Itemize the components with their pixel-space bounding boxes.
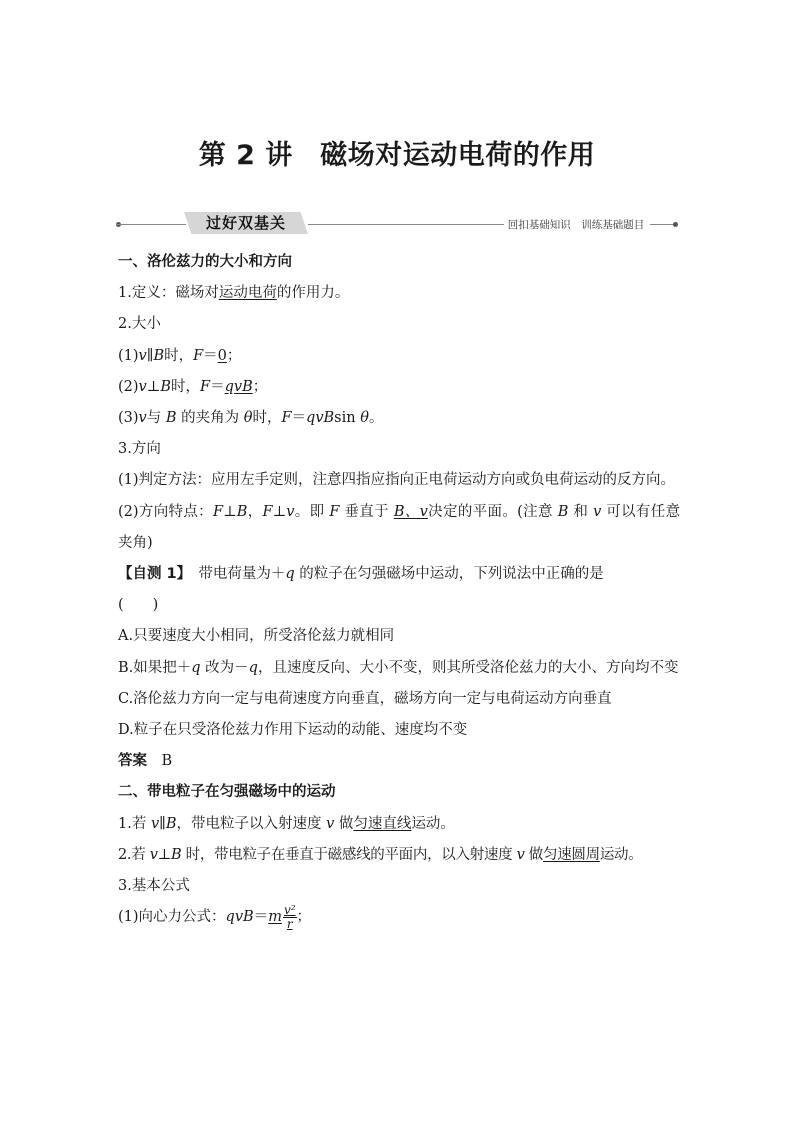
var: qvB	[225, 909, 254, 926]
var: B	[165, 410, 177, 427]
direction-item-2	[118, 497, 680, 559]
var: B	[160, 378, 172, 395]
blank-answer: 匀速直线	[353, 815, 412, 832]
text: (2)	[118, 378, 139, 395]
option-a: A.只要速度大小相同，所受洛伦兹力就相同	[118, 628, 395, 645]
blank-answer: 运动电荷	[218, 285, 277, 302]
text: 运动。	[411, 815, 455, 832]
text: 时，带电粒子在垂直于磁感线的平面内，以入射速度	[181, 846, 517, 863]
var: v	[149, 846, 158, 863]
formula-line	[118, 902, 680, 933]
option-b	[118, 653, 680, 684]
blank-answer: 0	[217, 347, 227, 364]
text: ∥	[146, 347, 154, 364]
text: 。	[368, 410, 384, 427]
var: F	[200, 378, 211, 395]
option-d: D.粒子在只受洛伦兹力作用下运动的动能、速度均不变	[118, 722, 468, 739]
text: ＝	[210, 378, 225, 395]
var: v	[286, 503, 295, 520]
text: sin	[334, 410, 361, 427]
size-label: 2.大小	[118, 316, 161, 333]
definition-line	[118, 278, 680, 309]
blank-answer: B、v	[393, 503, 428, 520]
text: ；	[296, 909, 312, 926]
text: ，且速度反向、大小不变，则其所受洛伦兹力的大小、方向均不变	[257, 659, 679, 676]
var: v	[150, 815, 160, 832]
var: B	[557, 503, 569, 520]
answer-line	[118, 746, 680, 777]
text: 改为－	[200, 659, 249, 676]
banner-tag-text: 过好双基关	[205, 214, 286, 232]
var: B	[236, 503, 248, 520]
answer-paren: ( )	[118, 597, 159, 614]
text: 。即	[294, 503, 330, 520]
var: θ	[243, 410, 253, 427]
var: B	[153, 347, 165, 364]
var: θ	[360, 410, 369, 427]
text: ＝	[253, 909, 269, 926]
size-item-2	[118, 372, 680, 403]
text: 时，	[164, 347, 194, 364]
document-body	[118, 247, 680, 933]
blank-answer: qvB	[224, 378, 253, 395]
fraction	[283, 904, 297, 931]
formula-label: 3.基本公式	[118, 878, 190, 895]
section1-heading: 一、洛伦兹力的大小和方向	[118, 254, 292, 270]
answer-value: B	[147, 753, 173, 770]
text: ⊥	[146, 378, 161, 395]
text: 做	[334, 815, 354, 832]
var: v	[326, 815, 335, 832]
page-title: 第 2 讲 磁场对运动电荷的作用	[198, 140, 596, 171]
text: 运动。	[599, 846, 643, 863]
text: ⊥	[223, 503, 237, 520]
text: (2)方向特点：	[118, 503, 214, 520]
text: 1.若	[118, 815, 151, 832]
var: v	[138, 347, 147, 364]
text: 的作用力。	[276, 285, 350, 302]
var: B	[165, 815, 177, 832]
text: (1)	[118, 347, 139, 364]
motion-item-2	[118, 840, 680, 871]
var: m	[268, 909, 282, 926]
text: (3)	[118, 410, 139, 427]
text: 2.若	[118, 846, 150, 863]
banner-dot-right	[673, 222, 678, 227]
text: ；	[252, 378, 268, 395]
text: 与	[146, 410, 166, 427]
option-c: C.洛伦兹力方向一定与电荷速度方向垂直，磁场方向一定与电荷运动方向垂直	[118, 690, 612, 707]
text: ，	[247, 503, 263, 520]
var: F	[262, 503, 273, 520]
text: 垂直于	[339, 503, 394, 520]
direction-label: 3.方向	[118, 441, 161, 458]
blank-answer: 匀速圆周	[543, 846, 600, 863]
fraction-denominator: r	[286, 916, 293, 931]
text: ⊥	[272, 503, 287, 520]
var: v	[138, 410, 147, 427]
text: ⊥	[157, 846, 171, 863]
text: 带电荷量为＋	[183, 566, 286, 583]
var: v	[593, 503, 602, 520]
text: 可以有任意夹角)	[118, 503, 681, 551]
var: F	[193, 347, 204, 364]
var: q	[248, 659, 258, 676]
answer-label: 答案	[118, 753, 147, 770]
text: 做	[524, 846, 543, 863]
var: q	[191, 659, 201, 676]
banner-line-end	[650, 224, 674, 225]
text: ，带电粒子以入射速度	[176, 815, 327, 832]
var: v	[138, 378, 147, 395]
banner-right-text: 回扣基础知识 训练基础题目	[507, 219, 645, 231]
text: ；	[226, 347, 242, 364]
banner-line-right	[308, 224, 504, 225]
text: (1)向心力公式：	[118, 909, 226, 926]
text: ∥	[159, 815, 166, 832]
fraction-numerator: v²	[283, 902, 296, 917]
var: F	[281, 410, 292, 427]
text: 时，	[252, 410, 282, 427]
var: F	[213, 503, 224, 520]
banner-line-left	[116, 224, 186, 225]
text: 的夹角为	[176, 410, 244, 427]
text: 时，	[171, 378, 201, 395]
text: ＝	[291, 410, 307, 427]
text: ＝	[203, 347, 218, 364]
size-item-1	[118, 341, 680, 372]
var: v	[516, 846, 525, 863]
direction-item-1: (1)判定方法：应用左手定则，注意四指应指向正电荷运动方向或负电荷运动的反方向。	[118, 472, 676, 489]
text: 和	[568, 503, 594, 520]
var: q	[285, 566, 295, 583]
text: 1.定义：磁场对	[118, 285, 219, 302]
text: B.如果把＋	[118, 659, 192, 676]
quiz-label: 【自测 1】	[118, 566, 184, 583]
text: 决定的平面。(注意	[427, 503, 558, 520]
motion-item-1	[118, 809, 680, 840]
text: 的粒子在匀强磁场中运动，下列说法中正确的是	[294, 566, 604, 583]
var: qvB	[306, 410, 335, 427]
quiz-stem	[118, 559, 680, 621]
var: B	[171, 846, 182, 863]
size-item-3	[118, 403, 680, 434]
var: F	[329, 503, 340, 520]
section-banner	[116, 212, 678, 236]
section2-heading: 二、带电粒子在匀强磁场中的运动	[118, 784, 336, 801]
